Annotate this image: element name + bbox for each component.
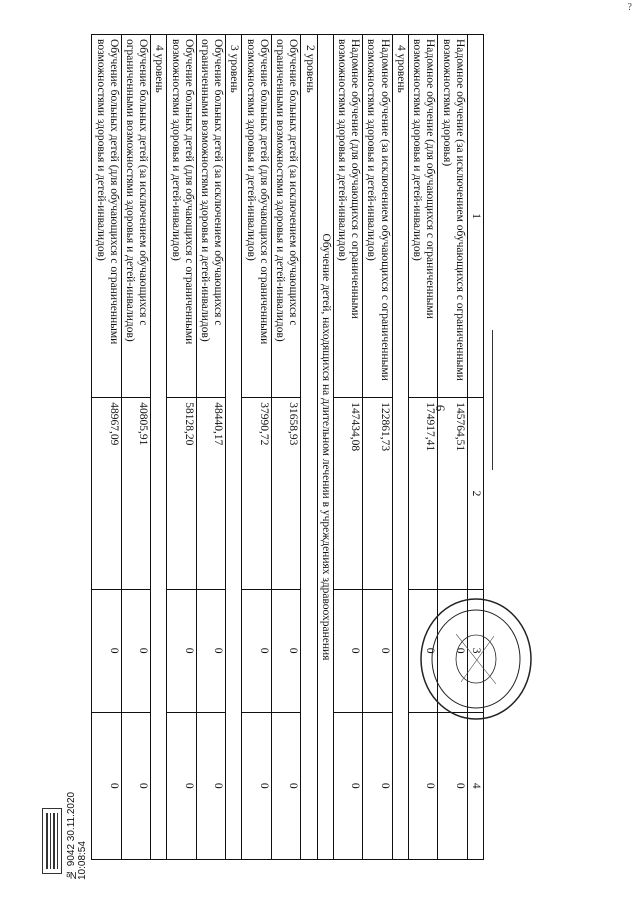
row-value-col4: 0 [333, 712, 362, 859]
row-value-col2: 174917,41 [408, 398, 437, 589]
header-cell: 1 [467, 35, 483, 398]
row-value-col3: 0 [438, 589, 467, 712]
level-row [392, 35, 408, 860]
row-label: Обучение больных детей (за исключением обучающихся с ограниченными возможностями здоровья и детей-инвалидов) [271, 35, 300, 398]
section-row [317, 35, 333, 860]
registration-number: № 9042 30.11.2020 10:08:54 [66, 791, 88, 880]
header-cell: 2 [467, 398, 483, 589]
corner-mark: ? [627, 2, 632, 13]
row-label: Надомное обучение (за исключением обучающихся с ограниченными возможностями здоровья) [438, 35, 467, 398]
row-label: Обучение больных детей (за исключением обучающихся с ограниченными возможностями здоровья и детей-инвалидов) [196, 35, 225, 398]
row-value-col3: 0 [333, 589, 362, 712]
row-value-col2: 122861,73 [363, 398, 392, 589]
row-value-col2: 40805,91 [121, 398, 150, 589]
table-row [438, 35, 467, 860]
row-label: Надомное обучение (за исключением обучающихся с ограниченными возможностями здоровья и детей-инвалидов) [363, 35, 392, 398]
row-value-col4: 0 [271, 712, 300, 859]
row-value-col3: 0 [242, 589, 271, 712]
table-row [408, 35, 437, 860]
row-value-col2: 58128,20 [167, 398, 196, 589]
level-row [301, 35, 317, 860]
table-row [92, 35, 121, 860]
barcode-icon [43, 809, 61, 873]
table-row [196, 35, 225, 860]
row-value-col4: 0 [121, 712, 150, 859]
registration-stamp [40, 760, 88, 880]
table-row [121, 35, 150, 860]
row-value-col4: 0 [167, 712, 196, 859]
row-value-col4: 0 [242, 712, 271, 859]
tariff-table [91, 34, 484, 860]
row-value-col3: 0 [196, 589, 225, 712]
header-cell: 3 [467, 589, 483, 712]
row-value-col2: 31658,93 [271, 398, 300, 589]
level-row [151, 35, 167, 860]
table-row [363, 35, 392, 860]
official-seal-icon [416, 594, 536, 729]
row-value-col3: 0 [92, 589, 121, 712]
row-value-col4: 0 [196, 712, 225, 859]
row-label: Надомное обучение (для обучающихся с ограниченными возможностями здоровья и детей-инвалидов) [408, 35, 437, 398]
row-value-col3: 0 [363, 589, 392, 712]
table-row [333, 35, 362, 860]
header-cell: 4 [467, 712, 483, 859]
level-row [226, 35, 242, 860]
table-header-row [467, 35, 483, 860]
barcode-frame [42, 808, 62, 874]
row-value-col2: 48440,17 [196, 398, 225, 589]
table-row [167, 35, 196, 860]
row-value-col3: 0 [271, 589, 300, 712]
row-value-col3: 0 [167, 589, 196, 712]
level-label: 4 уровень [151, 35, 167, 860]
document-body [84, 34, 484, 860]
level-label: 4 уровень [392, 35, 408, 860]
level-label: 2 уровень [301, 35, 317, 860]
row-value-col2: 37990,72 [242, 398, 271, 589]
footnote-divider [492, 330, 493, 470]
row-value-col4: 0 [363, 712, 392, 859]
row-value-col4: 0 [92, 712, 121, 859]
row-label: Обучение больных детей (для обучающихся с ограниченными возможностями здоровья и детей-инвалидов) [167, 35, 196, 398]
row-value-col3: 0 [121, 589, 150, 712]
row-value-col4: 0 [408, 712, 437, 859]
table-row [242, 35, 271, 860]
row-label: Обучение больных детей (для обучающихся с ограниченными возможностями здоровья и детей-инвалидов) [92, 35, 121, 398]
level-label: 3 уровень [226, 35, 242, 860]
row-value-col2: 147434,08 [333, 398, 362, 589]
row-label: Надомное обучение (для обучающихся с ограниченными возможностями здоровья и детей-инвалидов) [333, 35, 362, 398]
row-value-col2: 48967,09 [92, 398, 121, 589]
page-number: 6 [433, 404, 448, 412]
row-value-col3: 0 [408, 589, 437, 712]
section-label: Обучение детей, находящихся на длительном лечении в учреждениях здравоохранения [317, 35, 333, 860]
table-row [271, 35, 300, 860]
row-label: Обучение больных детей (за исключением обучающихся с ограниченными возможностями здоровья и детей-инвалидов) [121, 35, 150, 398]
row-label: Обучение больных детей (для обучающихся с ограниченными возможностями здоровья и детей-инвалидов) [242, 35, 271, 398]
row-value-col4: 0 [438, 712, 467, 859]
row-value-col2: 145764,51 [438, 398, 467, 589]
